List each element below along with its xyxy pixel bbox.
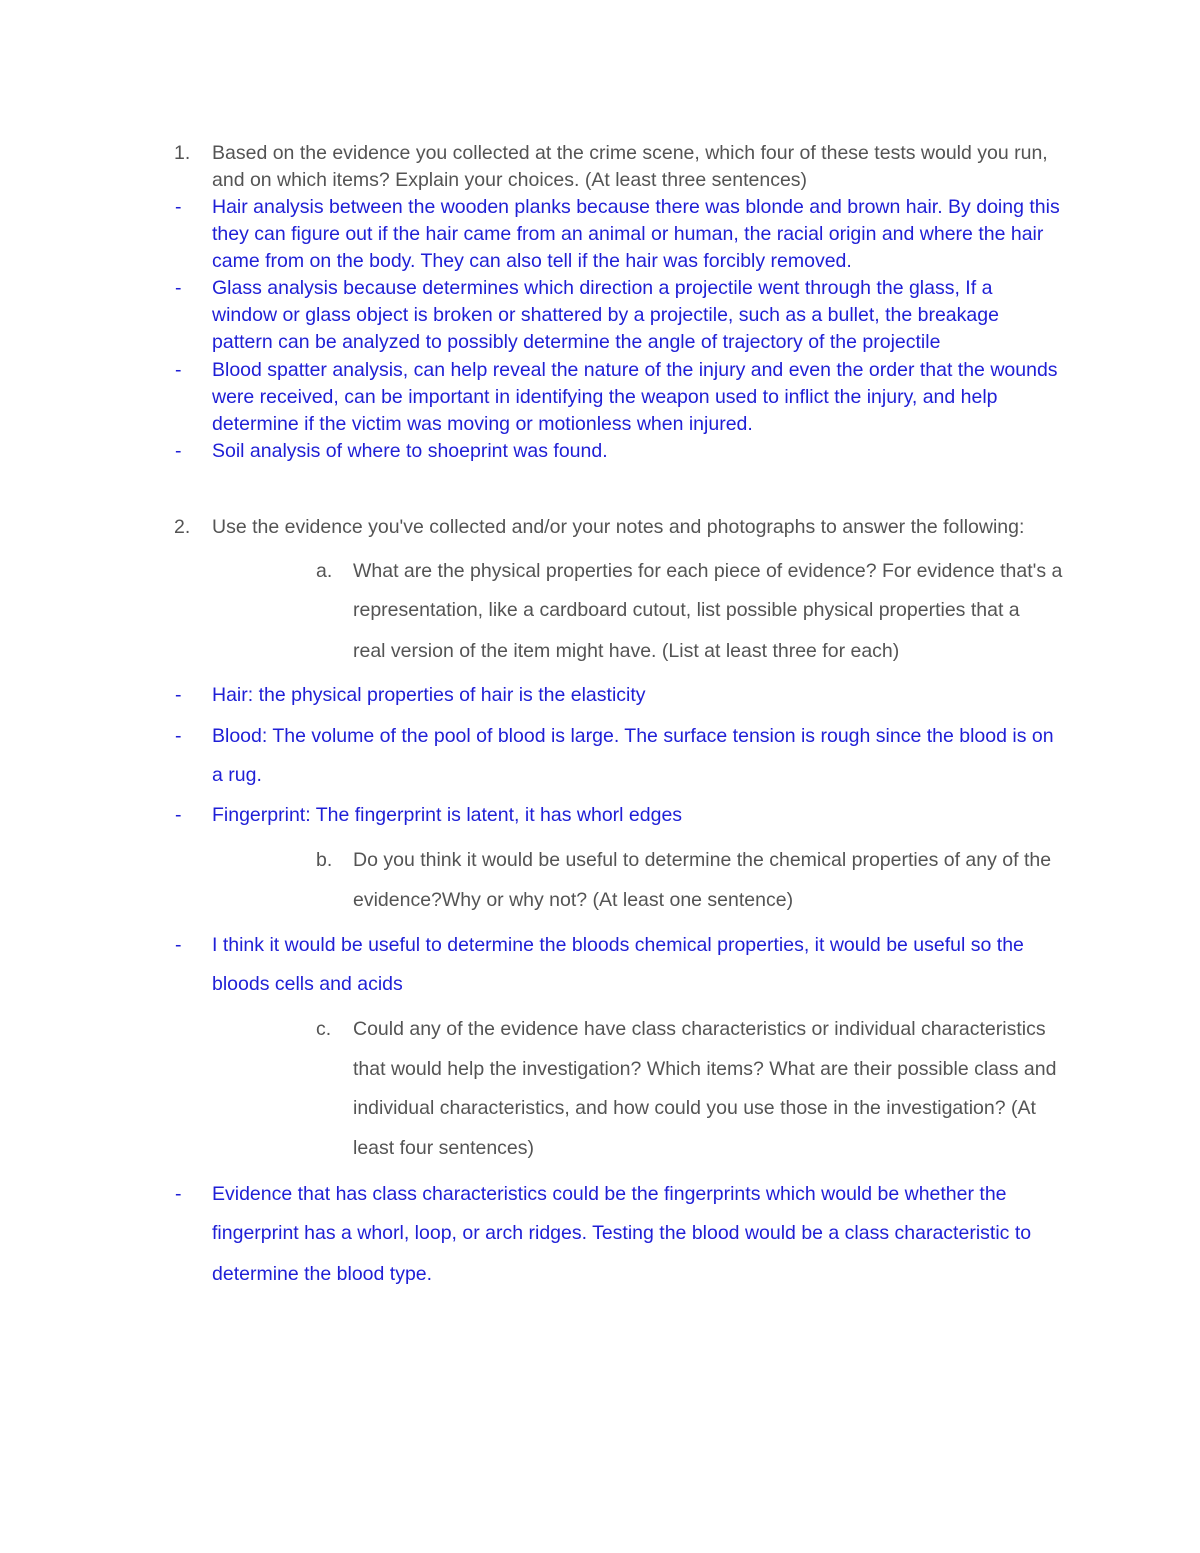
subquestion-letter: c. bbox=[316, 1018, 332, 1040]
answer-text-line: fingerprint has a whorl, loop, or arch ridges. Testing the blood would be a class characteristic to bbox=[212, 1222, 1032, 1244]
question-text-line: Use the evidence you've collected and/or your notes and photographs to answer the following: bbox=[212, 516, 1025, 538]
subquestion-text-line: What are the physical properties for each piece of evidence? For evidence that's a bbox=[353, 560, 1063, 582]
answer-text-line: Hair: the physical properties of hair is the elasticity bbox=[212, 684, 646, 706]
answer-text-line: they can figure out if the hair came from an animal or human, the racial origin and where the hair bbox=[212, 223, 1044, 245]
answer-text-line: determine the blood type. bbox=[212, 1263, 433, 1285]
answer-bullet: - bbox=[175, 196, 182, 218]
answer-bullet: - bbox=[175, 725, 182, 747]
answer-bullet: - bbox=[175, 1183, 182, 1205]
answer-text-line: were received, can be important in identifying the weapon used to inflict the injury, and help bbox=[212, 386, 998, 408]
answer-text-line: Soil analysis of where to shoeprint was found. bbox=[212, 440, 608, 462]
subquestion-text-line: that would help the investigation? Which items? What are their possible class and bbox=[353, 1058, 1057, 1080]
subquestion-text-line: real version of the item might have. (List at least three for each) bbox=[353, 640, 900, 662]
answer-text-line: Blood: The volume of the pool of blood is large. The surface tension is rough since the blood is on bbox=[212, 725, 1054, 747]
answer-bullet: - bbox=[175, 684, 182, 706]
answer-text-line: Fingerprint: The fingerprint is latent, it has whorl edges bbox=[212, 804, 683, 826]
answer-text-line: Blood spatter analysis, can help reveal the nature of the injury and even the order that the wounds bbox=[212, 359, 1058, 381]
subquestion-text-line: Could any of the evidence have class characteristics or individual characteristics bbox=[353, 1018, 1046, 1040]
answer-bullet: - bbox=[175, 359, 182, 381]
answer-text-line: Evidence that has class characteristics could be the fingerprints which would be whether the bbox=[212, 1183, 1007, 1205]
question-number: 1. bbox=[174, 142, 191, 164]
subquestion-letter: a. bbox=[316, 560, 333, 582]
answer-bullet: - bbox=[175, 804, 182, 826]
answer-bullet: - bbox=[175, 277, 182, 299]
subquestion-text-line: representation, like a cardboard cutout, list possible physical properties that a bbox=[353, 599, 1020, 621]
answer-text-line: pattern can be analyzed to possibly determine the angle of trajectory of the projectile bbox=[212, 331, 941, 353]
subquestion-letter: b. bbox=[316, 849, 333, 871]
subquestion-text-line: Do you think it would be useful to determine the chemical properties of any of the bbox=[353, 849, 1052, 871]
answer-text-line: window or glass object is broken or shattered by a projectile, such as a bullet, the breakage bbox=[212, 304, 999, 326]
answer-text-line: came from on the body. They can also tell if the hair was forcibly removed. bbox=[212, 250, 852, 272]
answer-text-line: Glass analysis because determines which direction a projectile went through the glass, If a bbox=[212, 277, 993, 299]
answer-bullet: - bbox=[175, 934, 182, 956]
answer-text-line: Hair analysis between the wooden planks because there was blonde and brown hair. By doing this bbox=[212, 196, 1060, 218]
subquestion-text-line: least four sentences) bbox=[353, 1137, 535, 1159]
answer-text-line: I think it would be useful to determine the bloods chemical properties, it would be useful so the bbox=[212, 934, 1024, 956]
answer-text-line: a rug. bbox=[212, 764, 262, 786]
answer-bullet: - bbox=[175, 440, 182, 462]
subquestion-text-line: evidence?Why or why not? (At least one sentence) bbox=[353, 889, 794, 911]
subquestion-text-line: individual characteristics, and how could you use those in the investigation? (At bbox=[353, 1097, 1036, 1119]
question-number: 2. bbox=[174, 516, 191, 538]
answer-text-line: determine if the victim was moving or motionless when injured. bbox=[212, 413, 753, 435]
question-text-line: and on which items? Explain your choices. (At least three sentences) bbox=[212, 169, 808, 191]
answer-text-line: bloods cells and acids bbox=[212, 973, 403, 995]
question-text-line: Based on the evidence you collected at the crime scene, which four of these tests would you run, bbox=[212, 142, 1048, 164]
